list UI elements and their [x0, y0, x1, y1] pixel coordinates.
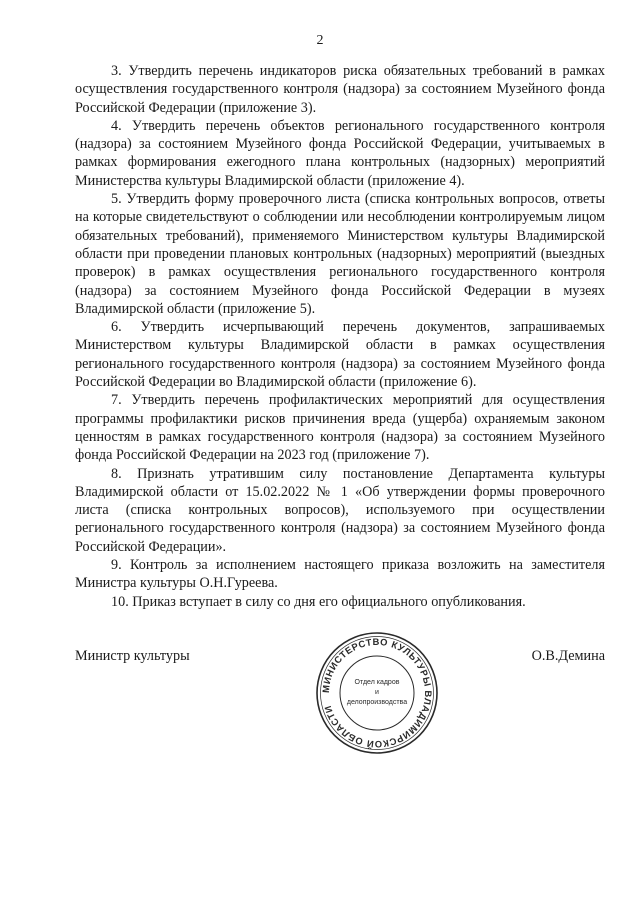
stamp-ring-text: МИНИСТЕРСТВО КУЛЬТУРЫ ВЛАДИМИРСКОЙ ОБЛАСТИ	[319, 635, 435, 751]
paragraph-item-7: 7. Утвердить перечень профилактических мероприятий для осуществления программы профилактики рисков причинения вреда (ущерба) охраняемым законом ценностям в рамках государственного контроля (надзора) за состоянием Музейного фонда Российской Федерации на 2023 год (приложение 7).	[75, 392, 605, 464]
paragraph-item-4: 4. Утвердить перечень объектов регионального государственного контроля (надзора) за состоянием Музейного фонда Российской Федерации, учитываемых в рамках формирования ежегодного плана контрольных (надзорных) мероприятий Министерства культуры Владимирской области (приложение 4).	[75, 117, 605, 189]
paragraph-item-10: 10. Приказ вступает в силу со дня его официального опубликования.	[111, 593, 526, 610]
stamp-inner-line-1: Отдел кадров	[354, 679, 400, 686]
signer-title: Министр культуры	[75, 648, 190, 664]
signer-name: О.В.Демина	[531, 648, 605, 664]
paragraph-item-5: 5. Утвердить форму проверочного листа (списка контрольных вопросов, ответы на которые свидетельствуют о соблюдении или несоблюдении контролируемым лицом обязательных требований), применяемого Министерством культуры Владимирской области при проведении плановых контрольных (надзорных) мероприятий (выездных проверок) в рамках осуществления регионального государственного контроля (надзора) за состоянием Музейного фонда Российской Федерации в музеях Владимирской области (приложение 5).	[75, 191, 605, 317]
document-body	[75, 62, 605, 611]
stamp-inner-line-3: делопроизводства	[346, 699, 408, 706]
paragraph-item-3: 3. Утвердить перечень индикаторов риска обязательных требований в рамках осуществления государственного контроля (надзора) за состоянием Музейного фонда Российской Федерации (приложение 3).	[75, 63, 605, 116]
paragraph-item-6: 6. Утвердить исчерпывающий перечень документов, запрашиваемых Министерством культуры Владимирской области в рамках осуществления регионального государственного контроля (надзора) за состоянием Музейного фонда Российской Федерации во Владимирской области (приложение 6).	[75, 319, 605, 391]
paragraph-item-8: 8. Признать утратившим силу постановление Департамента культуры Владимирской области от 15.02.2022 № 1 «Об утверждении формы проверочного листа (списка контрольных вопросов), используемого при осуществлении регионального государственного контроля (надзора) за состоянием Музейного фонда Российской Федерации».	[75, 465, 605, 555]
stamp-inner-line-2: и	[375, 689, 379, 696]
page-number: 2	[316, 33, 324, 48]
paragraph-item-9: 9. Контроль за исполнением настоящего приказа возложить на заместителя Министра культуры О.Н.Гуреева.	[75, 557, 605, 592]
official-stamp	[312, 628, 442, 758]
